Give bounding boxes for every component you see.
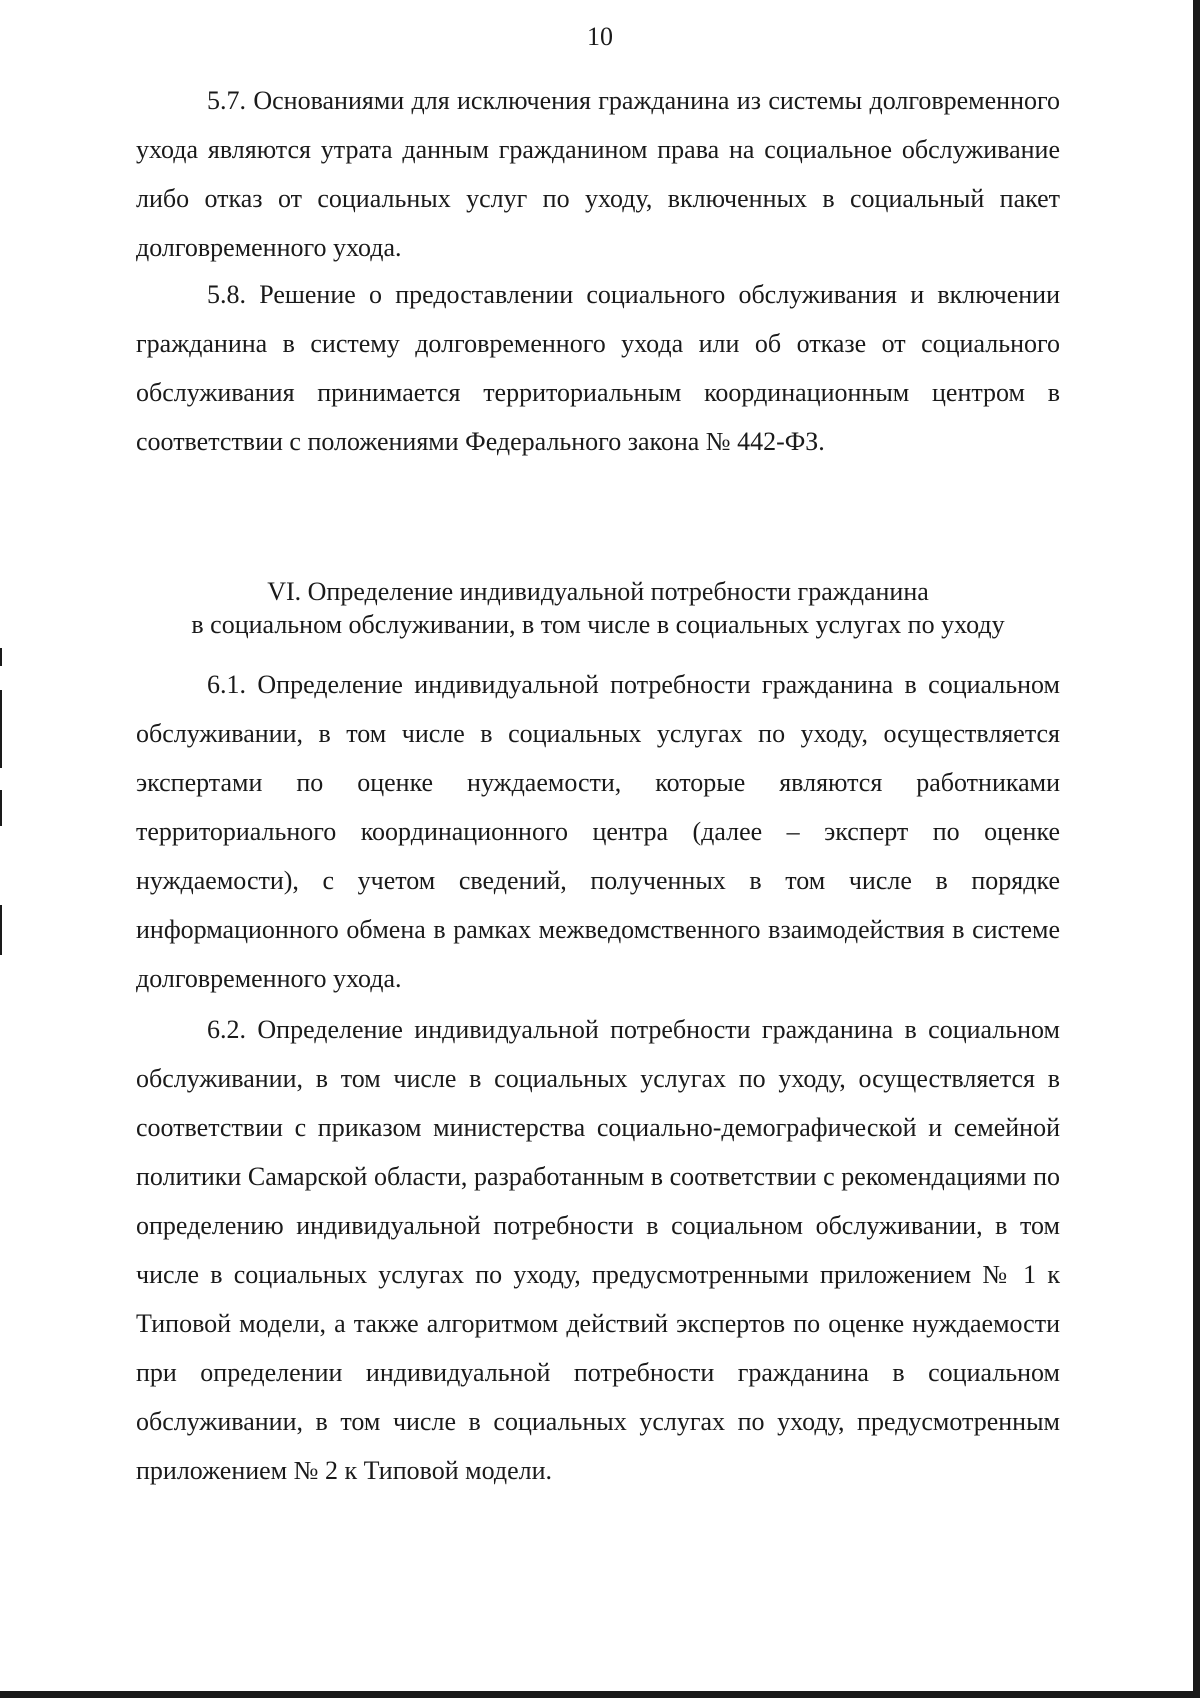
paragraph-5-7: 5.7. Основаниями для исключения гражданина из системы долговременного ухода являются утрата данным гражданином права на социальное обслуживание либо отказ от социальных услуг по уходу, включенных в социальный пакет долговременного ухода. bbox=[136, 86, 1060, 262]
scan-edge-mark bbox=[0, 648, 2, 666]
page-number: 10 bbox=[587, 22, 613, 51]
scan-edge-mark bbox=[0, 790, 2, 826]
paragraph-6-2: 6.2. Определение индивидуальной потребности гражданина в социальном обслуживании, в том числе в социальных услугах по уходу, осуществляется в соответствии с приказом министерства социально-демографической и семейной политики Самарской области, разработанным в соответствии с рекомендациями по определению индивидуальной потребности в социальном обслуживании, в том числе в социальных услугах по уходу, предусмотренными приложением № 1 к Типовой модели, а также алгоритмом действий экспертов по оценке нуждаемости при определении индивидуальной потребности гражданина в социальном обслуживании, в том числе в социальных услугах по уходу, предусмотренным приложением № 2 к Типовой модели. bbox=[136, 1015, 1060, 1485]
scan-right-border bbox=[1193, 0, 1200, 1698]
section-heading-line-2: в социальном обслуживании, в том числе в социальных услугах по уходу bbox=[191, 610, 1005, 639]
paragraph-5-8: 5.8. Решение о предоставлении социального обслуживания и включении гражданина в систему долговременного ухода или об отказе от социального обслуживания принимается территориальным координационным центром в соответствии с положениями Федерального закона № 442-ФЗ. bbox=[136, 280, 1060, 456]
scan-edge-mark bbox=[0, 905, 2, 955]
scan-edge-mark bbox=[0, 690, 2, 768]
section-heading bbox=[136, 575, 1060, 641]
scan-bottom-border bbox=[0, 1691, 1200, 1698]
section-heading-line-1: VI. Определение индивидуальной потребности гражданина bbox=[267, 577, 929, 606]
paragraph-6-1: 6.1. Определение индивидуальной потребности гражданина в социальном обслуживании, в том числе в социальных услугах по уходу, осуществляется экспертами по оценке нуждаемости, которые являются работниками территориального координационного центра (далее – эксперт по оценке нуждаемости), с учетом сведений, полученных в том числе в порядке информационного обмена в рамках межведомственного взаимодействия в системе долговременного ухода. bbox=[136, 670, 1060, 993]
